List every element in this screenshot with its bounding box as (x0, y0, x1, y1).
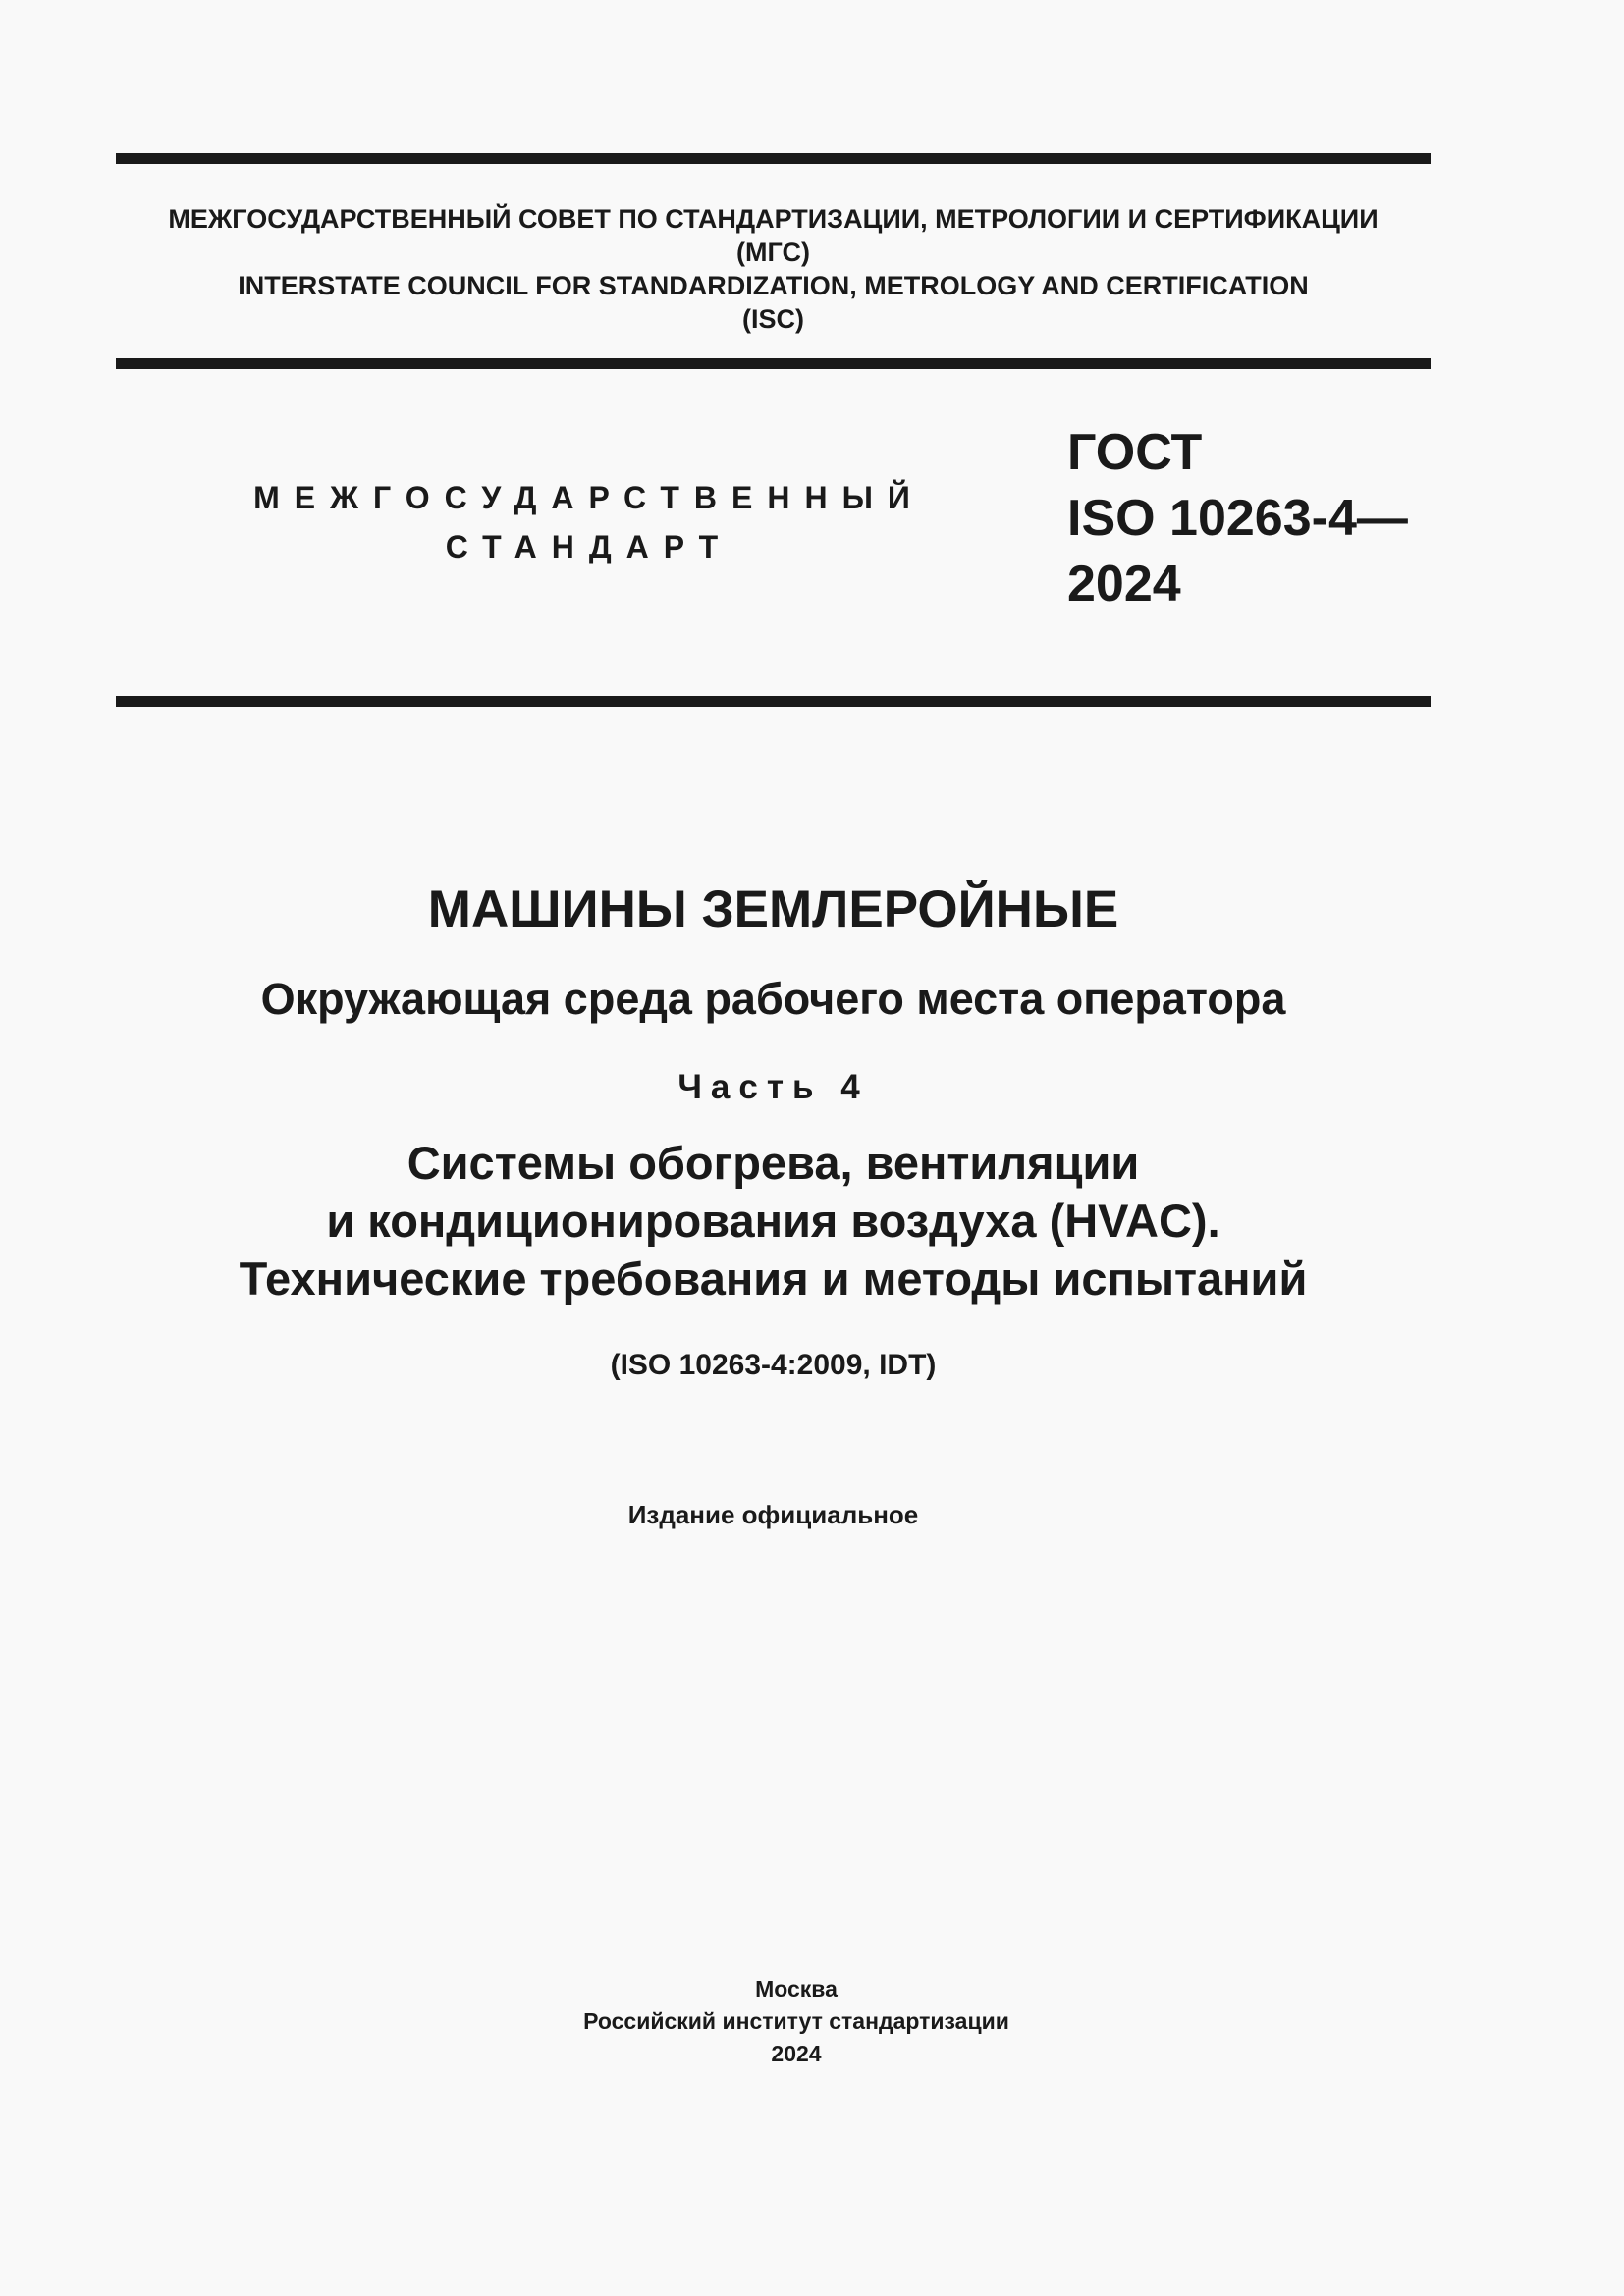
designation-line-1: ГОСТ (1067, 424, 1203, 481)
part-title-line-2: и кондиционирования воздуха (HVAC). (326, 1195, 1220, 1247)
imprint-publisher: Российский институт стандартизации (583, 2008, 1009, 2034)
part-title-line-1: Системы обогрева, вентиляции (406, 1137, 1140, 1189)
standard-designation (1067, 420, 1408, 617)
council-abbr-en: (ISC) (742, 304, 804, 334)
council-abbr-ru: (МГС) (736, 238, 810, 267)
edition-note: Издание официальное (627, 1500, 919, 1529)
council-name-en: INTERSTATE COUNCIL FOR STANDARDIZATION, METROLOGY AND CERTIFICATION (238, 271, 1309, 300)
imprint-year: 2024 (771, 2041, 822, 2066)
document-title: МАШИНЫ ЗЕМЛЕРОЙНЫЕ (427, 881, 1119, 938)
designation-line-2: ISO 10263-4— (1067, 490, 1408, 547)
imprint-city: Москва (755, 1976, 838, 2002)
part-label: Часть 4 (677, 1068, 869, 1106)
council-name-ru: МЕЖГОСУДАРСТВЕННЫЙ СОВЕТ ПО СТАНДАРТИЗАЦИИ, МЕТРОЛОГИИ И СЕРТИФИКАЦИИ (168, 204, 1379, 234)
part-title-line-3: Технические требования и методы испытаний (239, 1253, 1308, 1305)
standard-type-line-1: МЕЖГОСУДАРСТВЕННЫЙ (253, 480, 925, 515)
standard-type-line-2: СТАНДАРТ (445, 529, 733, 564)
part-title (116, 1134, 1431, 1308)
designation-divider (116, 696, 1431, 707)
header-divider (116, 358, 1431, 369)
iso-reference: (ISO 10263-4:2009, IDT) (610, 1349, 937, 1381)
designation-line-3: 2024 (1067, 556, 1181, 613)
document-subtitle: Окружающая среда рабочего места оператора (260, 974, 1286, 1024)
standard-type-label (196, 473, 982, 571)
top-rule (116, 153, 1431, 164)
council-header (116, 202, 1431, 336)
imprint (116, 1973, 1477, 2070)
